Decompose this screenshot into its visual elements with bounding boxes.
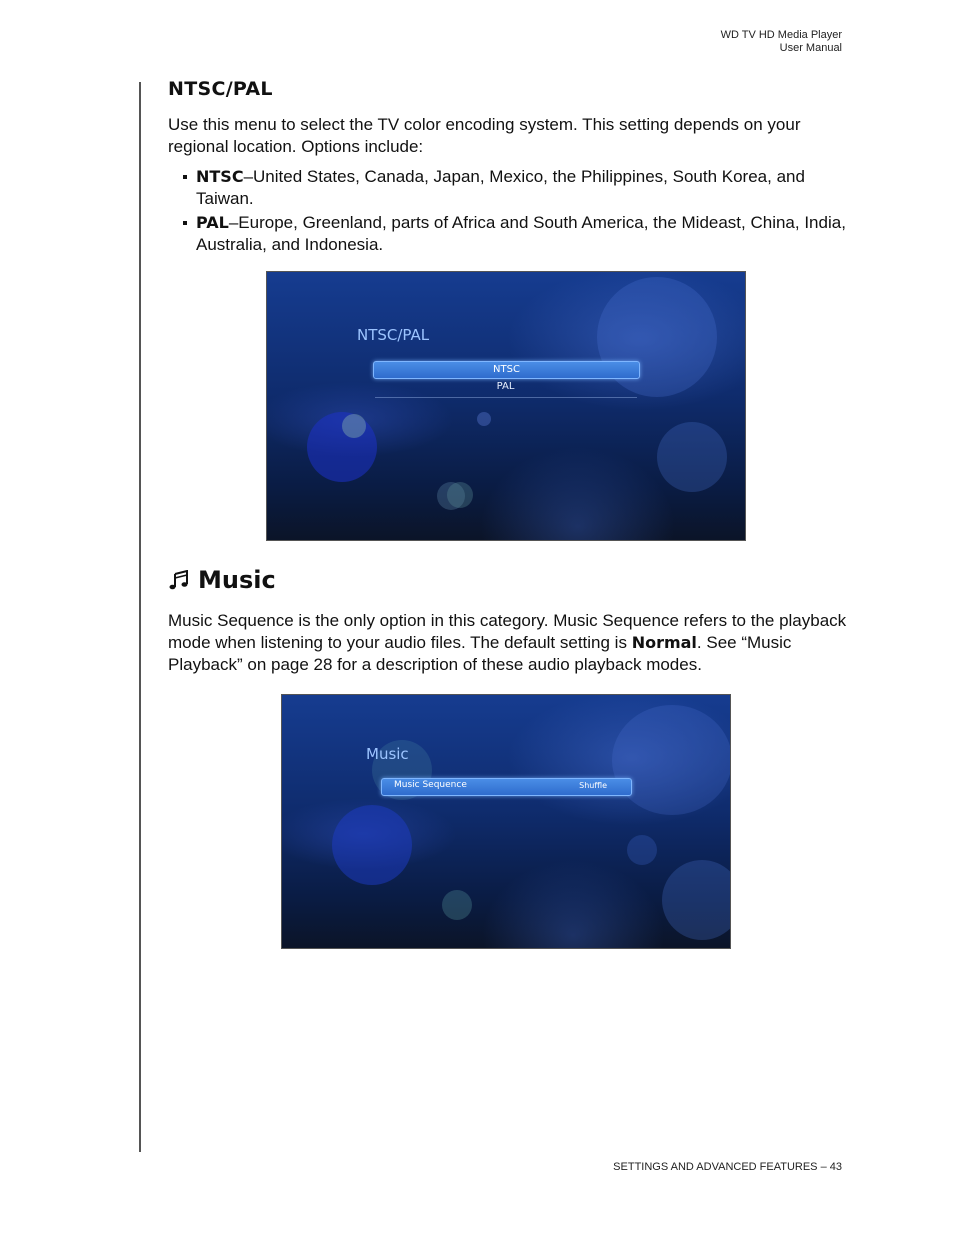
option-label: Music Sequence [394, 780, 467, 790]
bokeh-light [342, 414, 366, 438]
bokeh-light [447, 482, 473, 508]
bullet-text: –Europe, Greenland, parts of Africa and South America, the Mideast, China, India, Australia, and Indonesia. [196, 213, 846, 254]
bullet-term: PAL [196, 213, 229, 232]
running-header [721, 29, 842, 55]
music-heading [168, 566, 276, 594]
menu-divider [375, 397, 637, 398]
bokeh-light [477, 412, 491, 426]
bokeh-light [612, 705, 731, 815]
bokeh-light [662, 860, 731, 940]
screen-title: Music [366, 745, 409, 763]
page-footer: SETTINGS AND ADVANCED FEATURES – 43 [613, 1161, 842, 1173]
music-heading-text: Music [198, 566, 276, 594]
margin-rule [139, 82, 141, 1152]
menu-option-selected[interactable] [373, 361, 640, 379]
bokeh-light [442, 890, 472, 920]
ntsc-intro: Use this menu to select the TV color encoding system. This setting depends on your regional location. Options include: [168, 115, 801, 156]
music-note-icon [168, 570, 190, 590]
ntsc-options-list [168, 166, 848, 256]
bullet-icon [183, 221, 187, 225]
menu-option-selected[interactable] [381, 778, 632, 796]
option-value: Shuffle [579, 781, 607, 790]
music-description [168, 610, 848, 684]
header-subtitle: User Manual [779, 42, 842, 54]
bokeh-light [657, 422, 727, 492]
header-title: WD TV HD Media Player [720, 29, 842, 41]
bokeh-light [332, 805, 412, 885]
bullet-text: –United States, Canada, Japan, Mexico, the Philippines, South Korea, and Taiwan. [196, 167, 805, 208]
bokeh-light [627, 835, 657, 865]
menu-option[interactable]: PAL [496, 381, 515, 392]
ntsc-heading: NTSC/PAL [168, 78, 273, 100]
ntsc-screenshot [266, 271, 746, 541]
music-para-part2: . See “Music Playback” on page 28 for a description of these audio playback modes. [168, 633, 792, 674]
screen-title: NTSC/PAL [357, 326, 430, 344]
music-screenshot [281, 694, 731, 949]
bullet-term: NTSC [196, 167, 244, 186]
music-paragraph [168, 610, 848, 676]
list-item [196, 212, 848, 256]
bullet-icon [183, 175, 187, 179]
music-para-part1: Music Sequence is the only option in this category. Music Sequence refers to the playback mode when listening to your audio files. The default setting is [168, 611, 847, 652]
bokeh-light [597, 277, 717, 397]
music-para-bold: Normal [631, 633, 697, 652]
ntsc-section [168, 78, 848, 258]
list-item [196, 166, 848, 210]
option-label: NTSC [493, 364, 520, 375]
